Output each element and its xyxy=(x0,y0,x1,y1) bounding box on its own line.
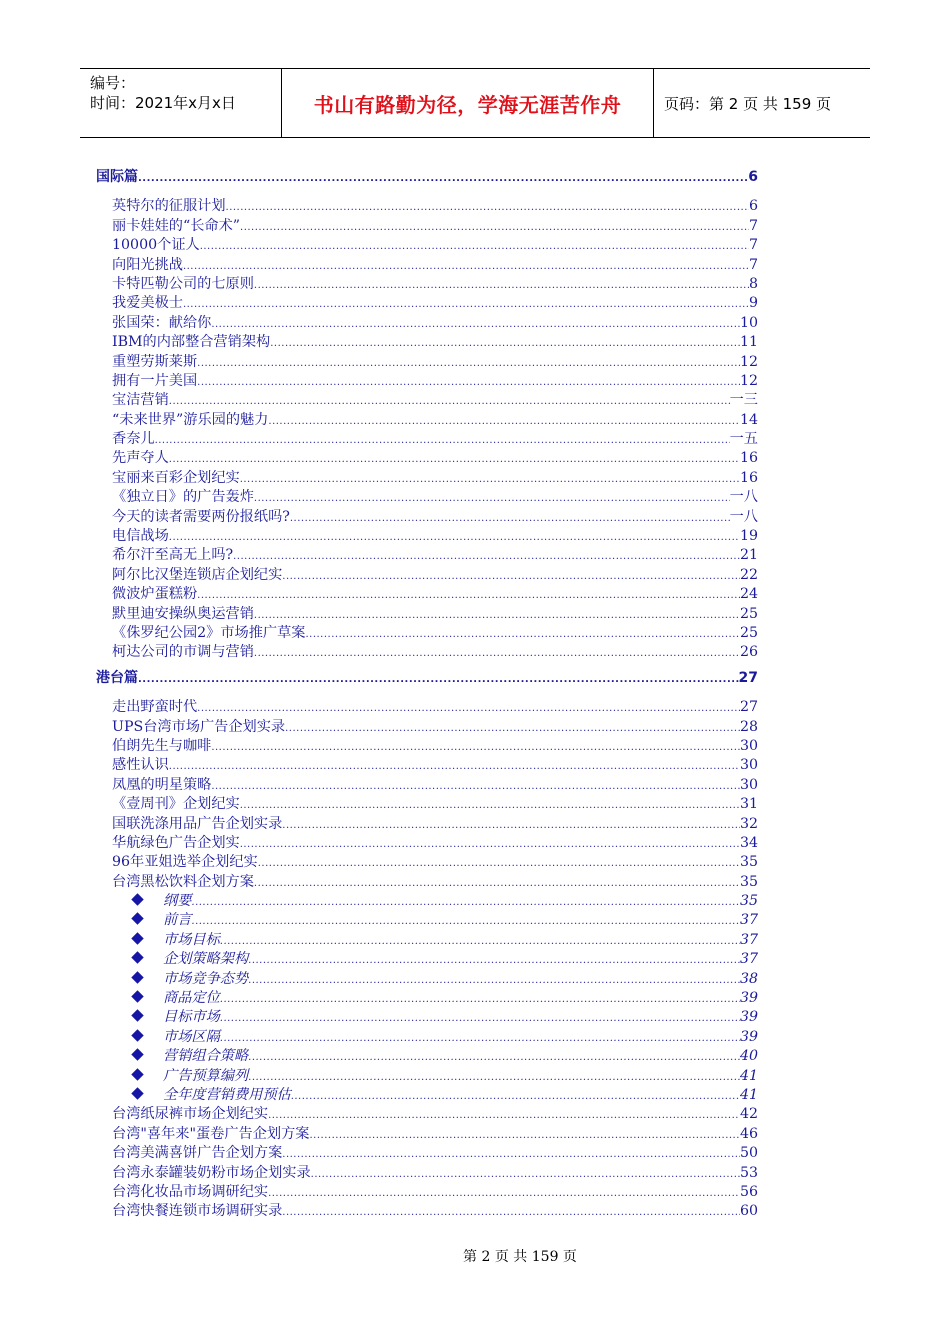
toc-leader-dots xyxy=(254,488,730,507)
toc-entry[interactable] xyxy=(96,566,758,585)
toc-leader-dots xyxy=(248,1067,740,1086)
toc-leader-dots xyxy=(220,931,740,950)
toc-leader-dots xyxy=(233,546,740,565)
toc-entry-page: 37 xyxy=(739,912,758,929)
toc-leader-dots xyxy=(197,353,740,372)
toc-entry-title: 向阳光挑战 xyxy=(112,256,183,273)
diamond-bullet-icon xyxy=(131,1010,143,1022)
toc-entry-page: 12 xyxy=(739,353,758,370)
toc-entry-page: 7 xyxy=(748,256,758,273)
diamond-bullet-icon xyxy=(131,913,143,925)
toc-entry-page: 16 xyxy=(739,469,758,486)
toc-entry-title: 凤凰的明星策略 xyxy=(112,776,212,793)
toc-entry-title: 企划策略架构 xyxy=(163,951,249,968)
toc-leader-dots xyxy=(248,950,740,969)
header-meta xyxy=(80,69,281,137)
toc-entry-page: 14 xyxy=(739,411,758,428)
toc-entry-page: 19 xyxy=(739,528,758,545)
toc-leader-dots xyxy=(240,795,740,814)
toc-entry-title: 《独立日》的广告轰炸 xyxy=(112,489,254,506)
toc-leader-dots xyxy=(270,333,740,352)
toc-entry[interactable] xyxy=(96,275,758,294)
toc-leader-dots xyxy=(282,566,740,585)
toc-entry-title: UPS台湾市场广告企划实录 xyxy=(112,718,286,735)
toc-subentry[interactable] xyxy=(96,1086,758,1105)
toc-entry-page: 37 xyxy=(739,951,758,968)
toc-entry-page: 一三 xyxy=(729,392,758,409)
toc-entry-page: 一八 xyxy=(729,489,758,506)
header-page-info: 页码：第 2 页 共 159 页 xyxy=(664,94,832,113)
toc-entry-title: 华航绿色广告企划实 xyxy=(112,834,240,851)
toc-entry[interactable] xyxy=(96,853,758,872)
toc-entry-page: 30 xyxy=(739,737,758,754)
toc-leader-dots xyxy=(248,970,740,989)
toc-entry[interactable] xyxy=(96,508,758,527)
toc-entry-page: 27 xyxy=(739,699,758,716)
toc-entry-page: 25 xyxy=(739,624,758,641)
toc-leader-dots xyxy=(197,585,740,604)
toc-entry-page: 10 xyxy=(739,314,758,331)
toc-entry-page: 26 xyxy=(739,644,758,661)
toc-leader-dots xyxy=(169,756,740,775)
toc-entry[interactable] xyxy=(96,217,758,236)
toc-leader-dots xyxy=(211,314,740,333)
toc-entry[interactable] xyxy=(96,1202,758,1221)
toc-entry-page: 24 xyxy=(739,586,758,603)
toc-entry-title: 台湾纸尿裤市场企划纪实 xyxy=(112,1106,269,1123)
toc-entry-page: 28 xyxy=(739,718,758,735)
toc-section-title: 港台篇 xyxy=(96,669,138,686)
toc-leader-dots xyxy=(191,911,740,930)
toc-subentry[interactable] xyxy=(96,989,758,1008)
toc-subentry[interactable] xyxy=(96,911,758,930)
header-number-label: 编号： xyxy=(90,74,136,92)
toc-entry-title: 商品定位 xyxy=(163,990,220,1007)
toc-leader-dots xyxy=(268,411,740,430)
toc-leader-dots xyxy=(197,698,740,717)
toc-entry-title: 伯朗先生与咖啡 xyxy=(112,737,212,754)
toc-subentry[interactable] xyxy=(96,1008,758,1027)
toc-entry[interactable] xyxy=(96,756,758,775)
toc-subentry[interactable] xyxy=(96,970,758,989)
toc-entry[interactable] xyxy=(96,469,758,488)
toc-subentry[interactable] xyxy=(96,1047,758,1066)
toc-entry-page: 39 xyxy=(739,1028,758,1045)
toc-leader-dots xyxy=(291,1086,740,1105)
toc-entry[interactable] xyxy=(96,815,758,834)
toc-leader-dots xyxy=(138,669,739,688)
toc-section-heading[interactable] xyxy=(96,669,758,688)
toc-leader-dots xyxy=(211,776,740,795)
toc-leader-dots xyxy=(197,372,740,391)
toc-entry[interactable] xyxy=(96,1183,758,1202)
toc-entry[interactable] xyxy=(96,314,758,333)
toc-entry[interactable] xyxy=(96,1144,758,1163)
toc-leader-dots xyxy=(169,391,730,410)
toc-entry-page: 34 xyxy=(739,834,758,851)
toc-entry-page: 39 xyxy=(739,1009,758,1026)
toc-entry-page: 41 xyxy=(739,1067,758,1084)
toc-entry-title: 丽卡娃娃的“长命术” xyxy=(112,217,241,234)
toc-leader-dots xyxy=(305,624,739,643)
toc-leader-dots xyxy=(226,197,749,216)
toc-leader-dots xyxy=(169,527,740,546)
toc-entry[interactable] xyxy=(96,527,758,546)
toc-section-page: 6 xyxy=(748,169,758,185)
toc-subentry[interactable] xyxy=(96,1067,758,1086)
toc-entry[interactable] xyxy=(96,718,758,737)
toc-entry-page: 6 xyxy=(748,198,758,215)
toc-section-page: 27 xyxy=(738,669,758,686)
toc-entry-page: 16 xyxy=(739,450,758,467)
toc-entry-page: 35 xyxy=(739,893,758,910)
toc-entry-title: 市场区隔 xyxy=(163,1028,220,1045)
toc-entry-title: 宝洁营销 xyxy=(112,392,169,409)
toc-entry-title: 走出野蛮时代 xyxy=(112,699,198,716)
toc-entry-page: 56 xyxy=(739,1183,758,1200)
toc-entry-title: 重塑劳斯莱斯 xyxy=(112,353,198,370)
toc-entry-title: 希尔汗至高无上吗? xyxy=(112,547,234,564)
toc-entry[interactable] xyxy=(96,698,758,717)
toc-entry-page: 53 xyxy=(739,1164,758,1181)
toc-entry-page: 41 xyxy=(739,1086,758,1103)
toc-entry-page: 46 xyxy=(739,1125,758,1142)
diamond-bullet-icon xyxy=(131,971,143,983)
diamond-bullet-icon xyxy=(131,1068,143,1080)
toc-entry[interactable] xyxy=(96,1105,758,1124)
toc-leader-dots xyxy=(220,989,740,1008)
toc-entry-title: 台湾化妆品市场调研纪实 xyxy=(112,1183,269,1200)
toc-entry[interactable] xyxy=(96,449,758,468)
toc-entry-title: 卡特匹勒公司的七原则 xyxy=(112,275,254,292)
toc-entry[interactable] xyxy=(96,795,758,814)
toc-leader-dots xyxy=(254,873,740,892)
toc-entry-title: 张国荣：献给你 xyxy=(112,314,212,331)
header-motto-cell xyxy=(281,69,654,137)
toc-subentry[interactable] xyxy=(96,1028,758,1047)
toc-section-title: 国际篇 xyxy=(96,169,138,185)
toc-entry-title: 台湾黑松饮料企划方案 xyxy=(112,873,254,890)
toc-entry[interactable] xyxy=(96,372,758,391)
toc-leader-dots xyxy=(282,1202,740,1221)
toc-entry[interactable] xyxy=(96,391,758,410)
toc-entry[interactable] xyxy=(96,834,758,853)
toc-entry[interactable] xyxy=(96,605,758,624)
toc-entry-title: 宝丽来百彩企划纪实 xyxy=(112,469,240,486)
toc-leader-dots xyxy=(169,449,740,468)
toc-entry-title: 微波炉蛋糕粉 xyxy=(112,586,198,603)
toc-entry-page: 38 xyxy=(739,970,758,987)
toc-entry-page: 一八 xyxy=(729,508,758,525)
toc-entry-page: 25 xyxy=(739,605,758,622)
toc-entry-page: 35 xyxy=(739,854,758,871)
toc-entry[interactable] xyxy=(96,873,758,892)
toc-entry[interactable] xyxy=(96,643,758,662)
toc-entry-page: 30 xyxy=(739,757,758,774)
toc-leader-dots xyxy=(285,718,740,737)
toc-entry-title: 感性认识 xyxy=(112,757,169,774)
toc-entry-title: “未来世界”游乐园的魅力 xyxy=(112,411,269,428)
toc-entry[interactable] xyxy=(96,737,758,756)
toc-entry-title: 国联洗涤用品广告企划实录 xyxy=(112,815,283,832)
toc-entry[interactable] xyxy=(96,776,758,795)
toc-entry-title: 目标市场 xyxy=(163,1009,220,1026)
toc-entry-title: 香奈儿 xyxy=(112,431,155,448)
toc-leader-dots xyxy=(183,294,749,313)
diamond-bullet-icon xyxy=(131,1048,143,1060)
toc-leader-dots xyxy=(240,834,740,853)
toc-entry[interactable] xyxy=(96,624,758,643)
toc-entry-page: 22 xyxy=(739,566,758,583)
toc-entry[interactable] xyxy=(96,256,758,275)
toc-entry-title: 台湾美满喜饼广告企划方案 xyxy=(112,1145,283,1162)
toc-entry-title: 我爱美极士 xyxy=(112,295,183,312)
toc-entry-title: 台湾"喜年来"蛋卷广告企划方案 xyxy=(112,1125,310,1142)
toc-entry-page: 42 xyxy=(739,1106,758,1123)
toc-entry-page: 60 xyxy=(739,1203,758,1220)
page-footer xyxy=(0,1246,950,1266)
toc-leader-dots xyxy=(138,168,748,187)
table-of-contents xyxy=(96,168,758,1222)
toc-leader-dots xyxy=(290,508,730,527)
diamond-bullet-icon xyxy=(131,932,143,944)
toc-subentry[interactable] xyxy=(96,950,758,969)
toc-entry-title: 10000个证人 xyxy=(112,237,200,254)
toc-leader-dots xyxy=(282,815,740,834)
toc-leader-dots xyxy=(211,737,740,756)
toc-leader-dots xyxy=(240,469,740,488)
toc-entry[interactable] xyxy=(96,197,758,216)
toc-entry-title: 《壹周刊》企划纪实 xyxy=(112,796,240,813)
toc-leader-dots xyxy=(268,1183,740,1202)
toc-entry[interactable] xyxy=(96,294,758,313)
toc-entry-title: 广告预算编列 xyxy=(163,1067,249,1084)
header-time-label: 时间：2021年x月x日 xyxy=(90,94,236,112)
toc-entry-title: 拥有一片美国 xyxy=(112,372,198,389)
toc-entry-page: 31 xyxy=(739,796,758,813)
toc-entry[interactable] xyxy=(96,430,758,449)
toc-leader-dots xyxy=(220,1028,740,1047)
toc-entry-title: 先声夺人 xyxy=(112,450,169,467)
toc-entry-title: 全年度营销费用预估 xyxy=(163,1086,291,1103)
toc-leader-dots xyxy=(311,1164,740,1183)
page-header xyxy=(80,68,870,138)
toc-entry-title: 阿尔比汉堡连锁店企划纪实 xyxy=(112,566,283,583)
toc-entry-page: 40 xyxy=(739,1048,758,1065)
toc-entry-page: 一五 xyxy=(729,431,758,448)
toc-entry[interactable] xyxy=(96,1125,758,1144)
toc-entry-title: 市场竞争态势 xyxy=(163,970,249,987)
toc-entry-page: 21 xyxy=(739,547,758,564)
toc-entry-title: 《侏罗纪公园2》市场推广草案 xyxy=(112,624,306,641)
toc-entry[interactable] xyxy=(96,353,758,372)
toc-subentry[interactable] xyxy=(96,892,758,911)
diamond-bullet-icon xyxy=(131,990,143,1002)
toc-leader-dots xyxy=(200,236,749,255)
toc-entry[interactable] xyxy=(96,236,758,255)
toc-leader-dots xyxy=(240,217,749,236)
toc-entry-title: 纲要 xyxy=(163,893,192,910)
toc-entry-page: 30 xyxy=(739,776,758,793)
diamond-bullet-icon xyxy=(131,1087,143,1099)
toc-leader-dots xyxy=(220,1008,740,1027)
toc-leader-dots xyxy=(254,605,740,624)
toc-entry-title: 前言 xyxy=(163,912,192,929)
toc-leader-dots xyxy=(183,256,749,275)
toc-leader-dots xyxy=(155,430,730,449)
toc-leader-dots xyxy=(310,1125,740,1144)
toc-entry[interactable] xyxy=(96,585,758,604)
toc-entry-title: 默里迪安操纵奥运营销 xyxy=(112,605,254,622)
toc-entry-title: 台湾永泰罐装奶粉市场企划实录 xyxy=(112,1164,311,1181)
toc-entry-title: 柯达公司的市调与营销 xyxy=(112,644,254,661)
toc-entry-page: 8 xyxy=(748,275,758,292)
diamond-bullet-icon xyxy=(131,952,143,964)
toc-entry-page: 39 xyxy=(739,990,758,1007)
toc-entry-title: 营销组合策略 xyxy=(163,1048,249,1065)
toc-entry-page: 35 xyxy=(739,873,758,890)
toc-entry[interactable] xyxy=(96,1164,758,1183)
toc-entry-page: 9 xyxy=(748,295,758,312)
toc-leader-dots xyxy=(282,1144,740,1163)
toc-entry[interactable] xyxy=(96,411,758,430)
diamond-bullet-icon xyxy=(131,1029,143,1041)
toc-entry-title: 电信战场 xyxy=(112,528,169,545)
toc-section-heading[interactable] xyxy=(96,168,758,187)
toc-entry-title: IBM的内部整合营销架构 xyxy=(112,334,271,351)
toc-entry-page: 12 xyxy=(739,372,758,389)
toc-entry-page: 37 xyxy=(739,931,758,948)
toc-entry-page: 7 xyxy=(748,217,758,234)
toc-leader-dots xyxy=(254,275,749,294)
toc-entry-page: 7 xyxy=(748,237,758,254)
toc-leader-dots xyxy=(191,892,740,911)
header-motto: 书山有路勤为径，学海无涯苦作舟 xyxy=(313,92,622,117)
toc-leader-dots xyxy=(268,1105,740,1124)
toc-entry-page: 32 xyxy=(739,815,758,832)
toc-entry-title: 市场目标 xyxy=(163,931,220,948)
toc-entry-page: 11 xyxy=(739,334,758,351)
toc-entry[interactable] xyxy=(96,333,758,352)
toc-subentry[interactable] xyxy=(96,931,758,950)
toc-entry-page: 50 xyxy=(739,1145,758,1162)
toc-entry-title: 台湾快餐连锁市场调研实录 xyxy=(112,1203,283,1220)
toc-entry[interactable] xyxy=(96,546,758,565)
toc-entry-title: 今天的读者需要两份报纸吗? xyxy=(112,508,290,525)
toc-entry[interactable] xyxy=(96,488,758,507)
footer-page-number: 第 2 页 共 159 页 xyxy=(463,1249,577,1265)
toc-entry-title: 英特尔的征服计划 xyxy=(112,198,226,215)
toc-leader-dots xyxy=(258,853,740,872)
toc-entry-title: 96年亚姐选举企划纪实 xyxy=(112,854,258,871)
diamond-bullet-icon xyxy=(131,893,143,905)
toc-leader-dots xyxy=(248,1047,740,1066)
toc-leader-dots xyxy=(254,643,740,662)
